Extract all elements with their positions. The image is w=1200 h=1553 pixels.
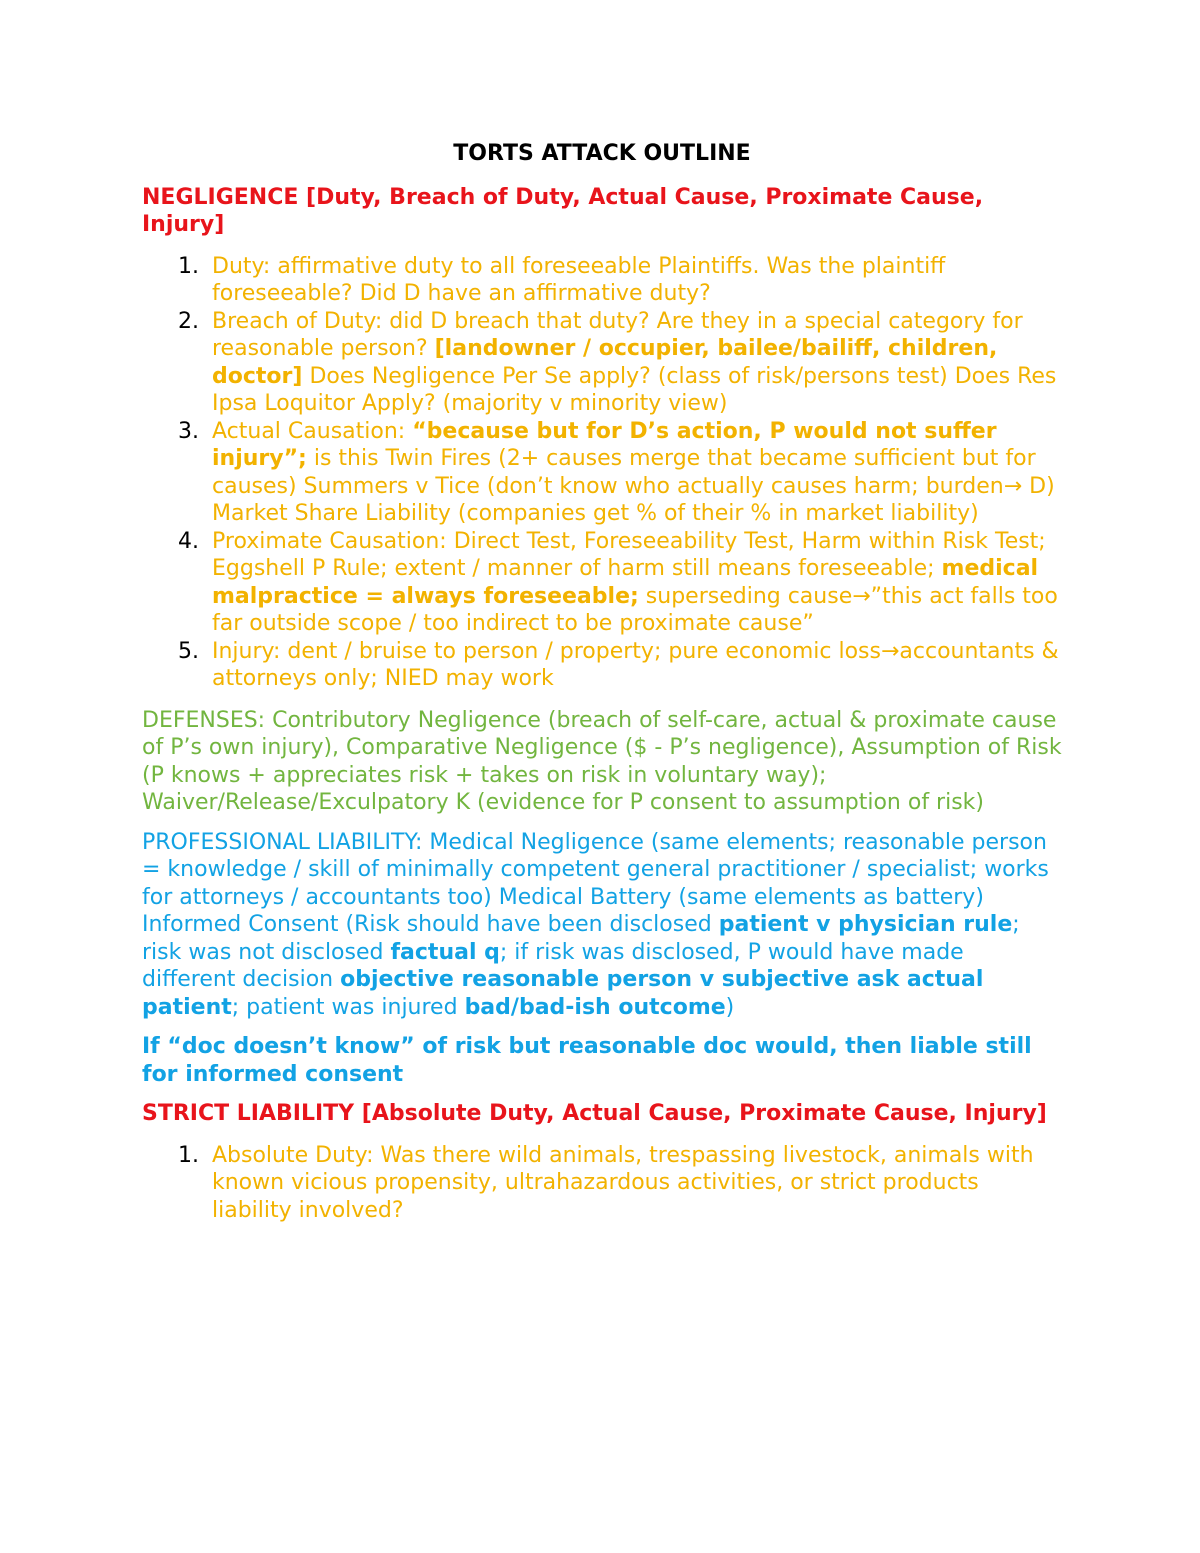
list-item-text: is this Twin Fires (2+ causes merge that became sufficient but for causes) Summers v Tice (don’t know who actually causes harm; burden→ D) Market Share Liability (companies get % of their % in market liability) — [212, 446, 1055, 526]
list-item-emphasis: “because but for D’s action, P would not suffer injury”; — [212, 418, 997, 471]
list-item-text: Duty: affirmative duty to all foreseeable Plaintiffs. Was the plaintiff foreseeable? Did D have an affirmative duty? — [212, 253, 946, 306]
informed-consent-note: If “doc doesn’t know” of risk but reasonable doc would, then liable still for informed consent — [142, 1034, 1032, 1087]
list-item-text: Injury: dent / bruise to person / property; pure economic loss→accountants & attorneys only; NIED may work — [212, 638, 1059, 691]
list-item-number: 2. — [178, 308, 199, 334]
paragraph-text: PROFESSIONAL LIABILITY: Medical Negligence (same elements; reasonable person = knowledge / skill of minimally competent general practitioner / specialist; works for attorneys / accountants too) Medical Battery (same elements as battery) Informed Consent (Risk should have been disclosed — [142, 829, 1049, 937]
strict-liability-list — [142, 1142, 1062, 1225]
paragraph-emphasis: objective reasonable person v subjective ask actual patient — [142, 967, 984, 1020]
list-item-text: superseding cause→”this act falls too far outside scope / too indirect to be proximate cause” — [212, 583, 1058, 636]
list-item-number: 1. — [178, 253, 199, 279]
paragraph-emphasis: factual q — [390, 939, 500, 965]
paragraph-emphasis: bad/bad-ish outcome — [464, 994, 726, 1020]
list-item-number: 3. — [178, 418, 199, 444]
list-item — [142, 418, 1062, 528]
list-item — [142, 308, 1062, 418]
list-item-text: Absolute Duty: Was there wild animals, trespassing livestock, animals with known vicious propensity, ultrahazardous activities, or strict products liability involved? — [212, 1142, 1034, 1223]
document-title: TORTS ATTACK OUTLINE — [453, 141, 751, 166]
paragraph-text: ; if risk was disclosed, P would have made different decision — [142, 939, 964, 992]
defenses-paragraph: DEFENSES: Contributory Negligence (breach of self-care, actual & proximate cause of P’s own injury), Comparative Negligence ($ - P’s negligence), Assumption of Risk (P knows + appreciates risk + takes on risk in voluntary way); Waiver/Release/Exculpatory K (evidence for P consent to assumption of risk) — [142, 707, 1062, 815]
paragraph-text: ; risk was not disclosed — [142, 912, 1020, 965]
list-item-text: Does Negligence Per Se apply? (class of risk/persons test) Does Res Ipsa Loquitor Apply? (majority v minority view) — [212, 363, 1057, 416]
list-item-number: 1. — [178, 1142, 199, 1168]
paragraph-text: ; patient was injured — [231, 994, 465, 1020]
negligence-heading: NEGLIGENCE [Duty, Breach of Duty, Actual Cause, Proximate Cause, Injury] — [142, 184, 984, 237]
list-item — [142, 253, 1062, 308]
strict-liability-heading: STRICT LIABILITY [Absolute Duty, Actual Cause, Proximate Cause, Injury] — [142, 1101, 1047, 1126]
list-item — [142, 528, 1062, 638]
list-item-emphasis: [landowner / occupier, bailee/bailiff, children, doctor] — [212, 336, 998, 389]
negligence-list — [142, 253, 1062, 693]
document-page — [142, 140, 1062, 1238]
list-item-number: 5. — [178, 638, 199, 664]
list-item-text: Proximate Causation: Direct Test, Foreseeability Test, Harm within Risk Test; Eggshell P Rule; extent / manner of harm still means foreseeable; — [212, 528, 1046, 581]
list-item-number: 4. — [178, 528, 199, 554]
list-item — [142, 1142, 1062, 1225]
list-item-text: Breach of Duty: did D breach that duty? Are they in a special category for reasonable person? — [212, 308, 1023, 361]
paragraph-emphasis: patient v physician rule — [718, 912, 1013, 937]
paragraph-text: ) — [725, 994, 735, 1020]
list-item-emphasis: medical malpractice = always foreseeable; — [212, 556, 1039, 609]
list-item-text: Actual Causation: — [212, 418, 413, 444]
professional-liability-paragraph — [142, 829, 1062, 1022]
list-item — [142, 638, 1062, 693]
